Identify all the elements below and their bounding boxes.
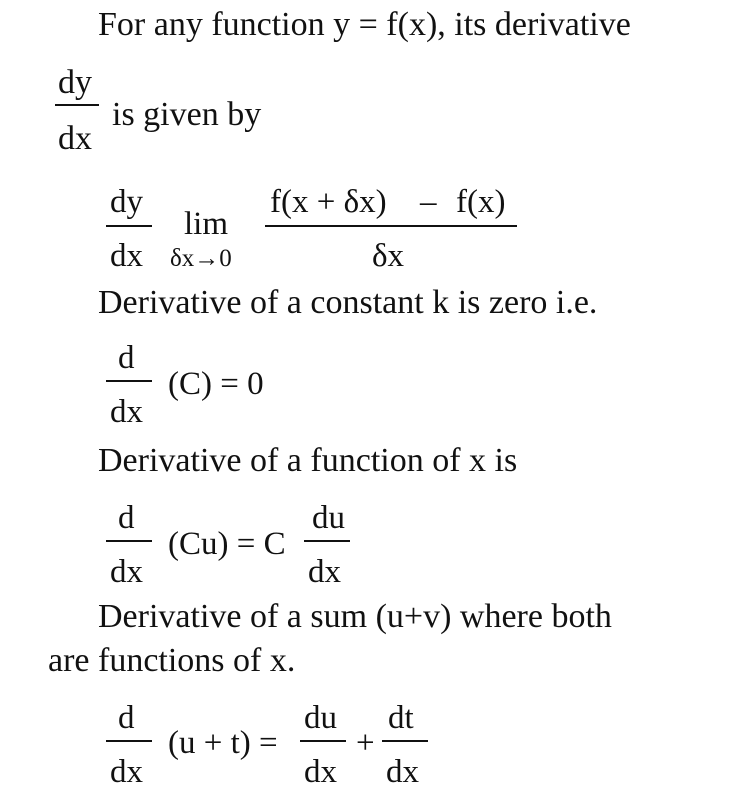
limit-denominator: δx bbox=[372, 238, 405, 274]
limit-numerator-right: f(x) bbox=[456, 184, 506, 220]
rule1-text: Derivative of a constant k is zero i.e. bbox=[98, 284, 598, 321]
intro-text: For any function y = f(x), its derivative bbox=[98, 6, 631, 43]
lhs-fraction-bar bbox=[106, 225, 152, 227]
rule2-numerator-2: du bbox=[312, 500, 345, 536]
rule2-fraction-bar-2 bbox=[304, 540, 350, 542]
rule1-numerator: d bbox=[118, 340, 135, 376]
rule3-expression: (u + t) = bbox=[168, 725, 278, 761]
fraction-numerator: dy bbox=[58, 64, 92, 101]
fraction-bar bbox=[55, 104, 99, 106]
rule3-numerator-2: du bbox=[304, 700, 337, 736]
rule2-expression: (Cu) = C bbox=[168, 526, 286, 562]
rule1-denominator: dx bbox=[110, 394, 143, 430]
rule1-expression: (C) = 0 bbox=[168, 366, 264, 402]
limit-numerator-minus: – bbox=[420, 184, 437, 220]
rule3-denominator: dx bbox=[110, 754, 143, 790]
rule3-fraction-bar-3 bbox=[382, 740, 428, 742]
rule2-numerator: d bbox=[118, 500, 135, 536]
limit-numerator-left: f(x + δx) bbox=[270, 184, 387, 220]
rule2-denominator: dx bbox=[110, 554, 143, 590]
limit-fraction-bar bbox=[265, 225, 517, 227]
rule3-text-line2: are functions of x. bbox=[48, 642, 296, 679]
rule3-numerator-3: dt bbox=[388, 700, 414, 736]
rule3-text-line1: Derivative of a sum (u+v) where both bbox=[98, 598, 612, 635]
rule3-denominator-2: dx bbox=[304, 754, 337, 790]
lhs-numerator: dy bbox=[110, 184, 143, 220]
lim-operator: lim bbox=[184, 206, 229, 242]
rule1-fraction-bar bbox=[106, 380, 152, 382]
rule3-fraction-bar-2 bbox=[300, 740, 346, 742]
rule3-numerator: d bbox=[118, 700, 135, 736]
rule3-plus: + bbox=[356, 725, 375, 761]
rule2-fraction-bar bbox=[106, 540, 152, 542]
rule2-text: Derivative of a function of x is bbox=[98, 442, 518, 479]
lim-subscript: δx→0 bbox=[170, 245, 232, 272]
lhs-denominator: dx bbox=[110, 238, 143, 274]
rule3-fraction-bar bbox=[106, 740, 152, 742]
rule2-denominator-2: dx bbox=[308, 554, 341, 590]
rule3-denominator-3: dx bbox=[386, 754, 419, 790]
given-by-text: is given by bbox=[112, 96, 262, 133]
fraction-denominator: dx bbox=[58, 120, 92, 157]
